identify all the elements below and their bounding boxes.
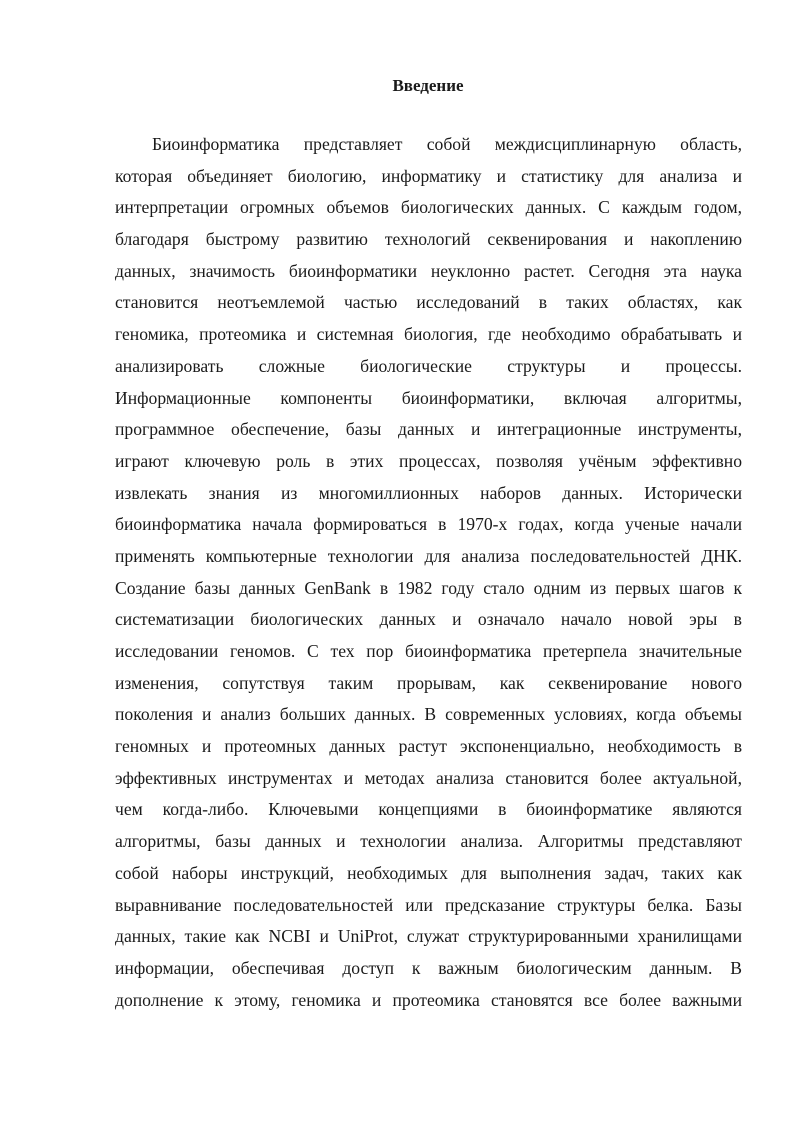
- paragraph-line: которая объединяет биологию, информатику и статистику для анализа и: [115, 165, 742, 186]
- paragraph-line: Биоинформатика представляет собой междисциплинарную область,: [152, 134, 742, 154]
- paragraph-line: благодаря быстрому развитию технологий секвенирования и накоплению: [115, 229, 742, 250]
- paragraph-line: извлекать знания из многомиллионных наборов данных. Исторически: [115, 482, 742, 503]
- paragraph-line: систематизации биологических данных и означало начало новой эры в: [115, 609, 742, 630]
- paragraph-line: собой наборы инструкций, необходимых для выполнения задач, таких как: [115, 862, 742, 883]
- paragraph-line: анализировать сложные биологические структуры и процессы.: [115, 355, 742, 376]
- body-paragraph: [115, 129, 742, 1016]
- paragraph-line: чем когда-либо. Ключевыми концепциями в биоинформатике являются: [115, 799, 742, 820]
- paragraph-line: поколения и анализ больших данных. В современных условиях, когда объемы: [115, 704, 742, 725]
- paragraph-line: исследовании геномов. С тех пор биоинформатика претерпела значительные: [115, 641, 742, 661]
- paragraph-line: геномика, протеомика и системная биология, где необходимо обрабатывать и: [115, 324, 742, 345]
- paragraph-line: выравнивание последовательностей или предсказание структуры белка. Базы: [115, 894, 742, 915]
- paragraph-line: программное обеспечение, базы данных и интеграционные инструменты,: [115, 419, 742, 440]
- paragraph-line: информации, обеспечивая доступ к важным биологическим данным. В: [115, 957, 742, 978]
- paragraph-line: Создание базы данных GenBank в 1982 году стало одним из первых шагов к: [115, 577, 742, 598]
- paragraph-line: эффективных инструментах и методах анализа становится более актуальной,: [115, 767, 742, 788]
- paragraph-line: геномных и протеомных данных растут экспоненциально, необходимость в: [115, 736, 742, 757]
- paragraph-line: алгоритмы, базы данных и технологии анализа. Алгоритмы представляют: [115, 831, 742, 852]
- section-heading: Введение: [392, 76, 464, 95]
- paragraph-line: дополнение к этому, геномика и протеомика становятся все более важными: [115, 989, 742, 1010]
- paragraph-line: становится неотъемлемой частью исследований в таких областях, как: [115, 292, 742, 313]
- paragraph-line: Информационные компоненты биоинформатики, включая алгоритмы,: [115, 387, 742, 408]
- paragraph-line: данных, такие как NCBI и UniProt, служат структурированными хранилищами: [115, 926, 742, 947]
- paragraph-line: играют ключевую роль в этих процессах, позволяя учёным эффективно: [115, 450, 742, 471]
- paragraph-line: изменения, сопутствуя таким прорывам, как секвенирование нового: [115, 672, 742, 693]
- paragraph-line: применять компьютерные технологии для анализа последовательностей ДНК.: [115, 545, 742, 566]
- paragraph-line: данных, значимость биоинформатики неуклонно растет. Сегодня эта наука: [115, 260, 742, 281]
- paragraph-line: интерпретации огромных объемов биологических данных. С каждым годом,: [115, 197, 742, 218]
- paragraph-line: биоинформатика начала формироваться в 1970-х годах, когда ученые начали: [115, 514, 742, 535]
